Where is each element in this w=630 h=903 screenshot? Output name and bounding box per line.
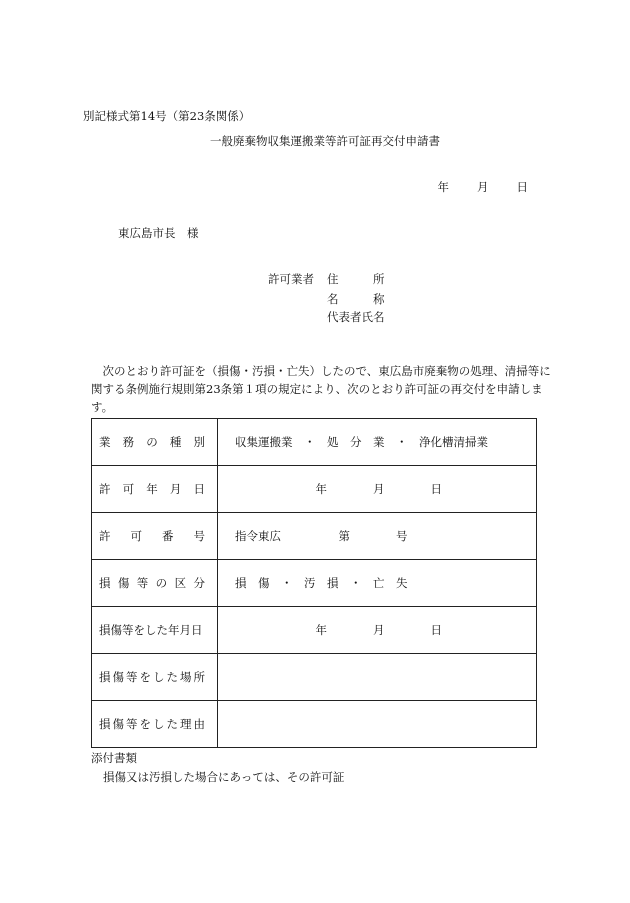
table-row-label-char: 傷 bbox=[112, 670, 124, 684]
applicant-address-label: 住 所 bbox=[327, 272, 385, 286]
table-row-value: 収集運搬業 ・ 処 分 業 ・ 浄化槽清掃業 bbox=[218, 419, 537, 466]
table-row bbox=[92, 560, 537, 607]
table-row-value bbox=[218, 654, 537, 701]
table-row-label-char: 理 bbox=[180, 717, 192, 731]
date-year: 年 bbox=[437, 180, 449, 194]
table-row-label-char: 損 bbox=[99, 670, 111, 684]
table-row-label-char: 業 bbox=[99, 435, 111, 449]
table-row-label-char: 別 bbox=[193, 435, 205, 449]
table-row-label-char: 損 bbox=[99, 717, 111, 731]
table-row bbox=[92, 419, 537, 466]
table-row bbox=[92, 466, 537, 513]
table-row-label-char: を bbox=[139, 670, 151, 684]
table-row-label-char: 許 bbox=[99, 482, 111, 496]
table-row-label-char: 傷 bbox=[117, 576, 130, 590]
table-row-label-char: 等 bbox=[126, 717, 138, 731]
addressee: 東広島市長 様 bbox=[118, 226, 199, 240]
table-row-value: 年 月 日 bbox=[218, 466, 537, 513]
table-row-label-char: 等 bbox=[136, 576, 149, 590]
table-row-value bbox=[218, 701, 537, 748]
table-row-label-char: 可 bbox=[130, 529, 142, 543]
table-row-label bbox=[92, 560, 218, 607]
applicant-name-row bbox=[268, 291, 385, 307]
table-row-label-char: 号 bbox=[193, 529, 205, 543]
date-month: 月 bbox=[477, 180, 489, 194]
table-row-label-char: た bbox=[166, 670, 178, 684]
table-row-label bbox=[92, 419, 218, 466]
applicant-representative-label: 代表者氏名 bbox=[327, 310, 385, 324]
table-row-value: 指令東広 第 号 bbox=[218, 513, 537, 560]
table-row-label-char: 可 bbox=[122, 482, 135, 496]
table-row-label-char: の bbox=[146, 435, 158, 449]
table-row-label-char: 損傷等をした年月日 bbox=[99, 623, 203, 637]
applicant-address-row bbox=[268, 271, 385, 287]
applicant-representative-row bbox=[268, 309, 385, 325]
table-row-label-char: 種 bbox=[169, 435, 182, 449]
table-row-label-char: し bbox=[153, 717, 165, 731]
application-table bbox=[91, 418, 537, 748]
attachments-title: 添付書類 bbox=[91, 751, 137, 765]
table-row-label-char: 務 bbox=[122, 435, 135, 449]
table-row-label-char: 月 bbox=[169, 482, 182, 496]
applicant-label: 許可業者 bbox=[268, 272, 314, 286]
table-row-label bbox=[92, 466, 218, 513]
table-row bbox=[92, 701, 537, 748]
table-row-label bbox=[92, 701, 218, 748]
table-row-label-char: 区 bbox=[174, 576, 187, 590]
table-row-label-char: を bbox=[139, 717, 151, 731]
body-text: 次のとおり許可証を（損傷・汚損・亡失）したので、東広島市廃棄物の処理、清掃等に関する条例施行規則第23条第１項の規定により、次のとおり許可証の再交付を申請します。 bbox=[91, 364, 551, 414]
applicant-name-label: 名 称 bbox=[327, 292, 385, 306]
table-row-label-char: の bbox=[155, 576, 168, 590]
table-row-label-char: し bbox=[153, 670, 165, 684]
date-day: 日 bbox=[516, 180, 528, 194]
table-row-label-char: 傷 bbox=[112, 717, 124, 731]
table-row bbox=[92, 513, 537, 560]
table-row-label-char: 由 bbox=[193, 717, 205, 731]
table-row-label-char: 許 bbox=[99, 529, 111, 543]
table-row-label-char: 等 bbox=[126, 670, 138, 684]
form-number: 別記様式第14号（第23条関係） bbox=[83, 109, 251, 123]
table-row-label-char: 年 bbox=[146, 482, 158, 496]
table-row bbox=[92, 654, 537, 701]
table-row-label bbox=[92, 607, 218, 654]
table-row-label-char: 分 bbox=[193, 576, 205, 590]
table-row-label-char: た bbox=[166, 717, 178, 731]
table-row-label-char: 日 bbox=[193, 482, 205, 496]
table-row bbox=[92, 607, 537, 654]
table-row-label bbox=[92, 654, 218, 701]
table-row-label-char: 場 bbox=[180, 670, 192, 684]
form-title: 一般廃棄物収集運搬業等許可証再交付申請書 bbox=[210, 134, 440, 148]
table-row-value: 年 月 日 bbox=[218, 607, 537, 654]
table-row-label-char: 所 bbox=[193, 670, 205, 684]
date-line bbox=[438, 179, 529, 195]
table-row-label-char: 損 bbox=[99, 576, 111, 590]
table-row-label-char: 番 bbox=[162, 529, 174, 543]
table-row-label bbox=[92, 513, 218, 560]
attachments-item: 損傷又は汚損した場合にあっては、その許可証 bbox=[103, 770, 345, 784]
table-row-value: 損 傷 ・ 汚 損 ・ 亡 失 bbox=[218, 560, 537, 607]
